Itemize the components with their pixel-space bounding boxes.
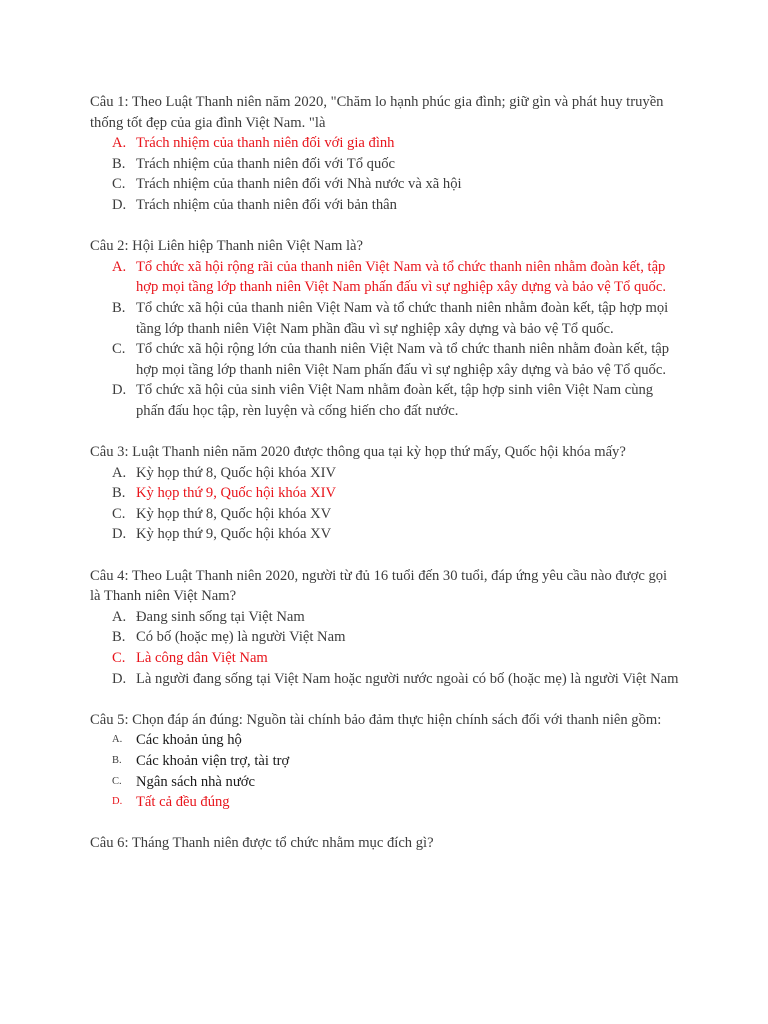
option-text: Trách nhiệm của thanh niên đối với Tổ quốc	[136, 155, 396, 172]
answer-option-d	[90, 380, 680, 421]
option-text: Trách nhiệm của thanh niên đối với Nhà nước và xã hội	[136, 176, 462, 193]
option-text: Là công dân Việt Nam	[136, 650, 268, 667]
answer-option-b	[90, 154, 680, 175]
option-text: Kỳ họp thứ 8, Quốc hội khóa XIV	[136, 464, 337, 481]
option-letter: B.	[112, 155, 126, 172]
option-letter: B.	[112, 299, 126, 316]
answer-option-a	[90, 730, 680, 751]
answer-option-c	[90, 504, 680, 525]
option-text: Tất cả đều đúng	[136, 794, 230, 811]
option-letter: B.	[112, 629, 126, 646]
answer-option-b	[90, 298, 680, 339]
option-text: Trách nhiệm của thanh niên đối với gia đình	[136, 135, 395, 152]
question-3	[90, 442, 680, 545]
option-text: Tổ chức xã hội của sinh viên Việt Nam nhằm đoàn kết, tập hợp sinh viên Việt Nam cùng phấn đấu học tập, rèn luyện và cống hiến cho đất nước.	[136, 382, 654, 419]
question-text: Câu 6: Tháng Thanh niên được tổ chức nhằm mục đích gì?	[90, 835, 434, 852]
answer-option-b	[90, 627, 680, 648]
question-6	[90, 833, 680, 854]
option-text: Ngân sách nhà nước	[136, 773, 255, 790]
option-letter: C.	[112, 775, 122, 787]
question-5	[90, 710, 680, 813]
option-letter: D.	[112, 526, 127, 543]
option-letter: C.	[112, 176, 126, 193]
answer-option-d	[90, 792, 680, 813]
answer-option-d	[90, 195, 680, 216]
answer-options	[90, 463, 680, 545]
option-text: Các khoản viện trợ, tài trợ	[136, 753, 290, 769]
answer-option-c	[90, 339, 680, 380]
question-2	[90, 236, 680, 421]
option-text: Tổ chức xã hội của thanh niên Việt Nam và tổ chức thanh niên nhằm đoàn kết, tập hợp mọi tầng lớp thanh niên Việt Nam phần đầu vì sự nghiệp xây dựng và bảo vệ Tổ quốc.	[136, 299, 669, 337]
answer-option-a	[90, 257, 680, 298]
option-text: Kỳ họp thứ 8, Quốc hội khóa XV	[136, 505, 332, 522]
option-letter: C.	[112, 341, 126, 358]
option-letter: D.	[112, 196, 127, 213]
option-letter: C.	[112, 650, 126, 667]
answer-options	[90, 730, 680, 812]
answer-option-a	[90, 133, 680, 154]
question-4	[90, 566, 680, 690]
option-text: Kỳ họp thứ 9, Quốc hội khóa XV	[136, 526, 332, 543]
answer-option-a	[90, 463, 680, 484]
answer-option-c	[90, 174, 680, 195]
answer-option-b	[90, 751, 680, 772]
answer-options	[90, 257, 680, 422]
question-text: Câu 3: Luật Thanh niên năm 2020 được thông qua tại kỳ họp thứ mấy, Quốc hội khóa mấy?	[90, 444, 626, 461]
answer-options	[90, 607, 680, 689]
option-letter: B.	[112, 485, 126, 502]
answer-option-d	[90, 524, 680, 545]
option-letter: A.	[112, 464, 127, 481]
option-letter: D.	[112, 670, 127, 687]
option-text: Các khoản ủng hộ	[136, 732, 242, 749]
question-1	[90, 92, 680, 216]
option-text: Trách nhiệm của thanh niên đối với bản thân	[136, 196, 397, 213]
question-text: Câu 1: Theo Luật Thanh niên năm 2020, "Chăm lo hạnh phúc gia đình; giữ gìn và phát huy truyền thống tốt đẹp của gia đình Việt Nam. "là	[90, 94, 664, 131]
answer-option-b	[90, 483, 680, 504]
answer-options	[90, 133, 680, 215]
question-text: Câu 4: Theo Luật Thanh niên 2020, người từ đủ 16 tuổi đến 30 tuổi, đáp ứng yêu cầu nào được gọi là Thanh niên Việt Nam?	[90, 567, 668, 605]
question-text: Câu 5: Chọn đáp án đúng: Nguồn tài chính bảo đảm thực hiện chính sách đối với thanh niên gồm:	[90, 711, 662, 728]
option-text: Tổ chức xã hội rộng lớn của thanh niên Việt Nam và tổ chức thanh niên nhằm đoàn kết, tập hợp mọi tầng lớp thanh niên Việt Nam phấn đấu vì sự nghiệp xây dựng và bảo vệ Tổ quốc.	[136, 341, 670, 378]
option-text: Tổ chức xã hội rộng rãi của thanh niên Việt Nam và tổ chức thanh niên nhằm đoàn kết, tập hợp mọi tầng lớp thanh niên Việt Nam phấn đấu vì sự nghiệp xây dựng và bảo vệ Tổ quốc.	[136, 258, 666, 296]
question-text: Câu 2: Hội Liên hiệp Thanh niên Việt Nam là?	[90, 238, 363, 255]
option-letter: D.	[112, 796, 123, 808]
option-letter: A.	[112, 258, 127, 275]
option-letter: A.	[112, 608, 127, 625]
answer-option-a	[90, 607, 680, 628]
option-letter: A.	[112, 734, 123, 746]
option-text: Là người đang sống tại Việt Nam hoặc người nước ngoài có bố (hoặc mẹ) là người Việt Nam	[136, 670, 679, 687]
answer-option-d	[90, 669, 680, 690]
answer-option-c	[90, 772, 680, 793]
option-text: Đang sinh sống tại Việt Nam	[136, 608, 305, 625]
answer-option-c	[90, 648, 680, 669]
document-page	[90, 92, 680, 875]
option-text: Kỳ họp thứ 9, Quốc hội khóa XIV	[136, 485, 337, 502]
option-text: Có bố (hoặc mẹ) là người Việt Nam	[136, 629, 346, 646]
option-letter: B.	[112, 755, 122, 766]
option-letter: D.	[112, 382, 127, 399]
option-letter: A.	[112, 135, 127, 152]
option-letter: C.	[112, 505, 126, 522]
